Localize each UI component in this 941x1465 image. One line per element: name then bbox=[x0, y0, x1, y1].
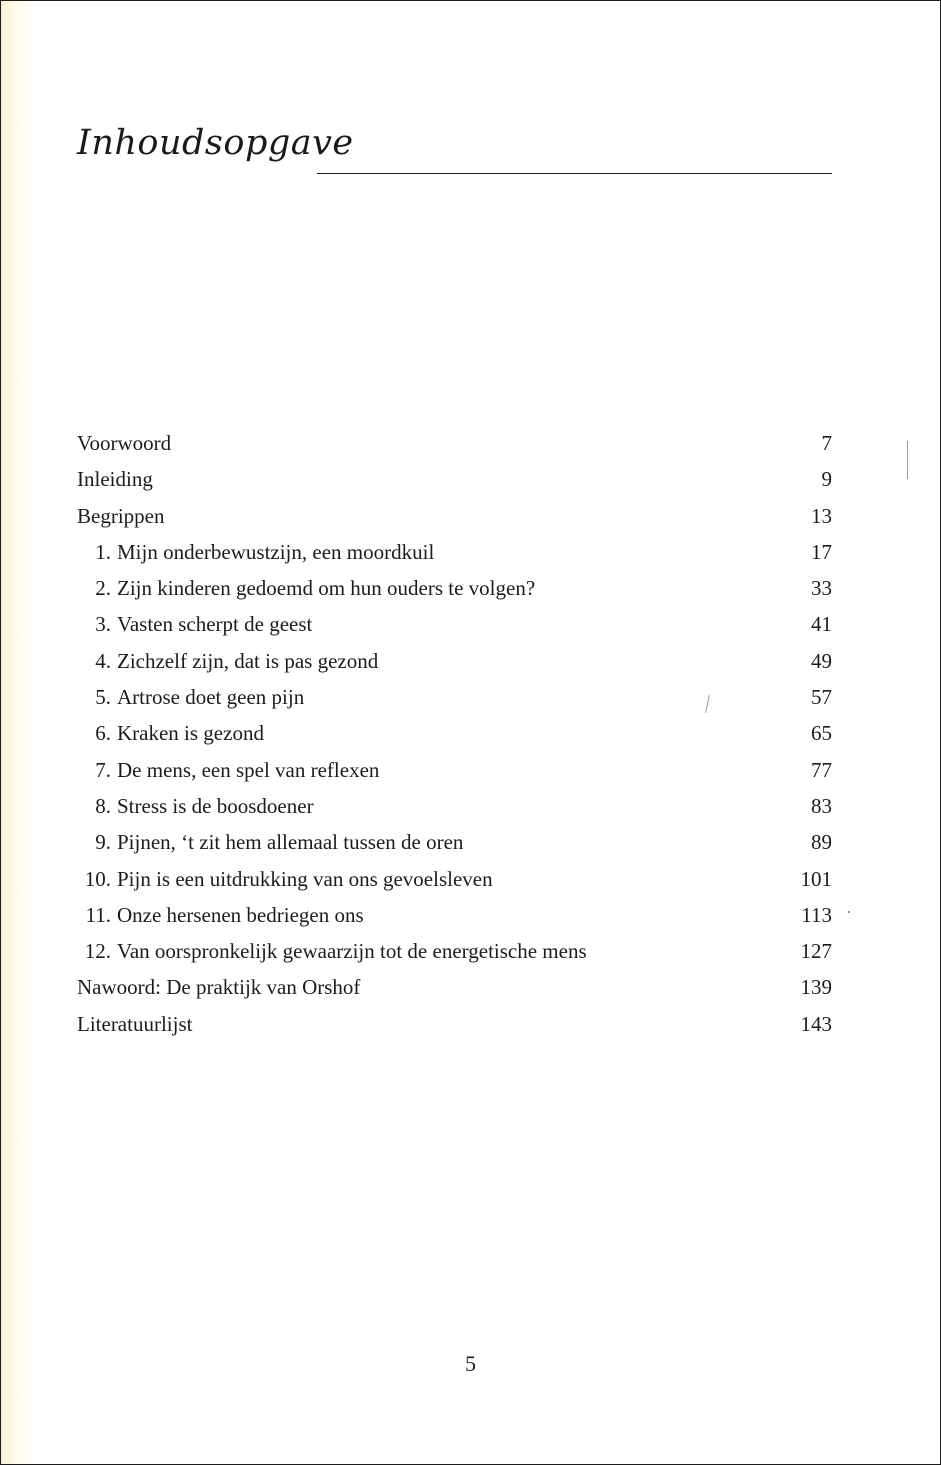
page-title: Inhoudsopgave bbox=[77, 123, 354, 163]
toc-entry-number: 12. bbox=[84, 939, 111, 964]
toc-entry-page: 41 bbox=[811, 612, 832, 637]
title-rule bbox=[317, 173, 832, 174]
toc-entry bbox=[77, 861, 832, 897]
page-number: 5 bbox=[465, 1351, 476, 1376]
toc-entry bbox=[77, 498, 832, 534]
toc-entry bbox=[77, 788, 832, 824]
toc-entry-title: Van oorspronkelijk gewaarzijn tot de energetische mens bbox=[117, 939, 587, 964]
toc-entry bbox=[77, 679, 832, 715]
toc-entry-page: 9 bbox=[821, 467, 832, 492]
toc-entry bbox=[77, 606, 832, 642]
toc-entry-number: 7. bbox=[95, 757, 111, 782]
toc-entry bbox=[77, 1006, 832, 1042]
toc-entry-page: 83 bbox=[811, 793, 832, 818]
toc-entry-page: 143 bbox=[800, 1011, 832, 1036]
toc-entry-page: 33 bbox=[811, 576, 832, 601]
toc-entry-page: 127 bbox=[800, 939, 832, 964]
toc-entry bbox=[77, 461, 832, 497]
toc-entry bbox=[77, 824, 832, 860]
toc-entry bbox=[77, 425, 832, 461]
toc-entry-title: Zichzelf zijn, dat is pas gezond bbox=[117, 648, 379, 673]
toc-entry bbox=[77, 643, 832, 679]
toc-entry-title: Literatuurlijst bbox=[77, 1011, 193, 1036]
toc-entry-title: Begrippen bbox=[77, 503, 165, 528]
toc-entry bbox=[77, 752, 832, 788]
toc-entry-number: 11. bbox=[85, 902, 111, 927]
toc-entry bbox=[77, 715, 832, 751]
toc-entry bbox=[77, 897, 832, 933]
scan-speck bbox=[848, 911, 850, 913]
toc-entry bbox=[77, 969, 832, 1005]
toc-entry-page: 13 bbox=[811, 503, 832, 528]
toc-entry-title: Kraken is gezond bbox=[117, 721, 264, 746]
toc-entry-page: 49 bbox=[811, 648, 832, 673]
toc-entry-number: 5. bbox=[95, 685, 111, 710]
toc-entry-number: 6. bbox=[95, 721, 111, 746]
toc-entry-title: Mijn onderbewustzijn, een moordkuil bbox=[117, 539, 435, 564]
toc-entry bbox=[77, 534, 832, 570]
toc-entry-page: 65 bbox=[811, 721, 832, 746]
toc-entry-title: Stress is de boosdoener bbox=[117, 793, 314, 818]
toc-entry-number: 8. bbox=[95, 793, 111, 818]
toc-entry-page: 57 bbox=[811, 685, 832, 710]
title-block bbox=[77, 123, 832, 183]
toc-entry-number: 3. bbox=[95, 612, 111, 637]
scan-speck bbox=[907, 441, 908, 479]
toc-entry-page: 77 bbox=[811, 757, 832, 782]
toc-entry bbox=[77, 933, 832, 969]
toc-entry-title: Nawoord: De praktijk van Orshof bbox=[77, 975, 361, 1000]
toc-entry-page: 113 bbox=[801, 902, 832, 927]
toc-entry-title: Pijn is een uitdrukking van ons gevoelsleven bbox=[117, 866, 493, 891]
toc-entry bbox=[77, 570, 832, 606]
toc-entry-title: Artrose doet geen pijn bbox=[117, 685, 305, 710]
toc-entry-title: De mens, een spel van reflexen bbox=[117, 757, 380, 782]
toc-entry-title: Voorwoord bbox=[77, 431, 172, 455]
toc-entry-page: 7 bbox=[821, 431, 832, 455]
toc-entry-number: 10. bbox=[84, 866, 111, 891]
toc-entry-page: 89 bbox=[811, 830, 832, 855]
toc-entry-number: 9. bbox=[95, 830, 111, 855]
toc-entry-title: Onze hersenen bedriegen ons bbox=[117, 902, 364, 927]
toc-entry-page: 139 bbox=[800, 975, 832, 1000]
toc-entry-title: Inleiding bbox=[77, 467, 153, 492]
toc-entry-title: Vasten scherpt de geest bbox=[117, 612, 313, 637]
toc-entry-page: 17 bbox=[811, 539, 832, 564]
toc-entry-title: Pijnen, ‘t zit hem allemaal tussen de oren bbox=[117, 830, 464, 855]
table-of-contents bbox=[77, 425, 832, 1042]
toc-entry-page: 101 bbox=[800, 866, 832, 891]
toc-entry-title: Zijn kinderen gedoemd om hun ouders te volgen? bbox=[117, 576, 536, 601]
toc-entry-number: 4. bbox=[95, 648, 111, 673]
toc-entry-number: 2. bbox=[95, 576, 111, 601]
toc-entry-number: 1. bbox=[95, 539, 111, 564]
